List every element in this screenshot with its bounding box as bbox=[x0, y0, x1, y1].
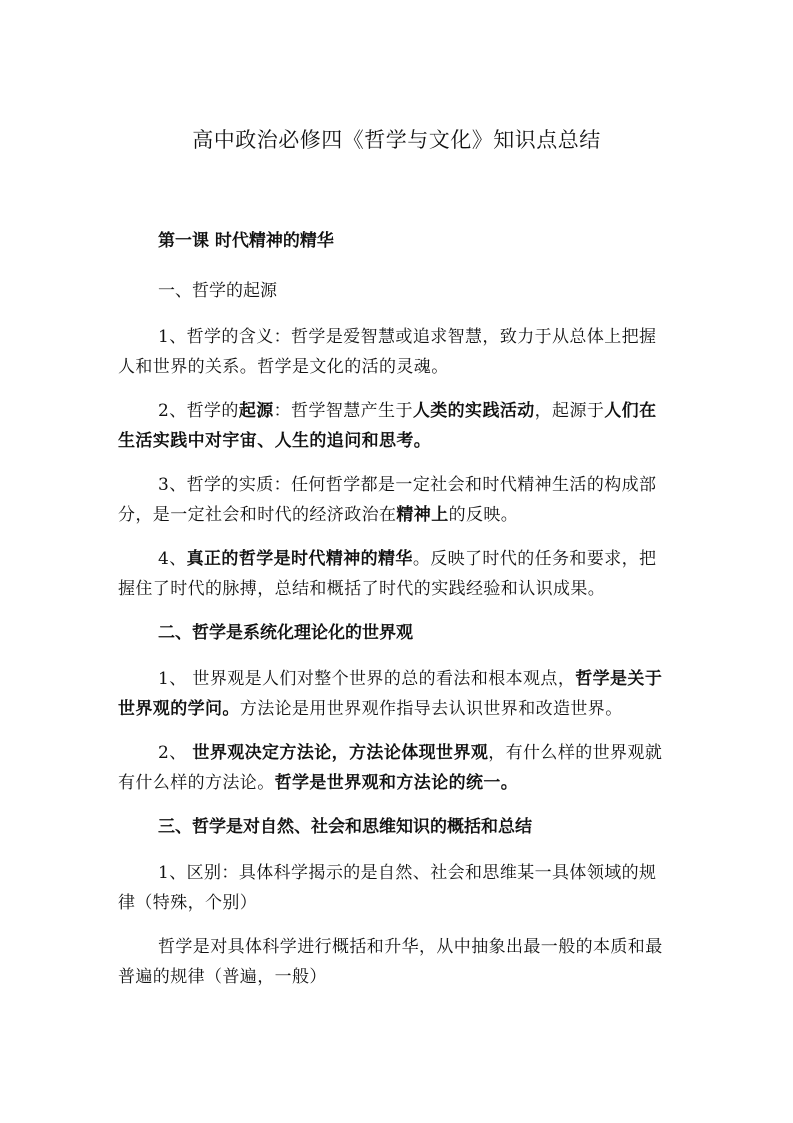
text-run: 。反映了时代的任务和要求，把握住了时代的脉搏，总结和概括了时代的实践经验和认识成果。 bbox=[118, 549, 657, 599]
paragraph-true-philosophy bbox=[118, 544, 673, 604]
paragraph-definition: 1、哲学的含义：哲学是爱智慧或追求智慧，致力于从总体上把握人和世界的关系。哲学是文化的活的灵魂。 bbox=[118, 327, 657, 377]
bold-run: 世界观决定方法论，方法论体现世界观 bbox=[192, 743, 489, 763]
paragraph-origin bbox=[118, 396, 673, 456]
text-run: ：哲学智慧产生于 bbox=[273, 401, 413, 421]
text-run: ，起源于 bbox=[534, 401, 605, 421]
section-heading-summary: 三、哲学是对自然、社会和思维知识的概括和总结 bbox=[158, 817, 532, 837]
paragraph-difference: 1、区别：具体科学揭示的是自然、社会和思维某一具体领域的规律（特殊，个别） bbox=[118, 863, 657, 913]
document-title: 高中政治必修四《哲学与文化》知识点总结 bbox=[192, 128, 601, 152]
paragraph-methodology bbox=[118, 738, 673, 798]
text-run: 2、 bbox=[158, 743, 193, 763]
text-run: 4、 bbox=[158, 549, 187, 569]
bold-run: 人类的实践活动 bbox=[412, 401, 535, 421]
bold-run: 精神上 bbox=[396, 505, 449, 525]
bold-run: 人们在生活实践中对宇宙、人生的追问和思考。 bbox=[118, 401, 657, 451]
text-run: 的反映。 bbox=[448, 505, 519, 525]
document-body bbox=[118, 226, 673, 1006]
section-heading-worldview: 二、哲学是系统化理论化的世界观 bbox=[158, 623, 413, 643]
bold-run: 哲学是世界观和方法论的统一。 bbox=[274, 773, 519, 793]
text-run: ，有什么样的世界观就有什么样的方法论。 bbox=[118, 743, 663, 793]
bold-run: 哲学是关于世界观的学问。 bbox=[118, 669, 663, 719]
paragraph-worldview bbox=[118, 664, 673, 724]
text-run: 方法论是用世界观作指导去认识世界和改造世界。 bbox=[239, 699, 623, 719]
text-run: 1、 世界观是人们对整个世界的总的看法和根本观点， bbox=[158, 669, 576, 689]
text-run: 2、哲学的 bbox=[158, 401, 239, 421]
section-heading-origin: 一、哲学的起源 bbox=[158, 281, 277, 301]
paragraph-generalization: 哲学是对具体科学进行概括和升华，从中抽象出最一般的本质和最普遍的规律（普遍，一般） bbox=[118, 937, 663, 987]
text-run: 3、哲学的实质：任何哲学都是一定社会和时代精神生活的构成部分，是一定社会和时代的经济政治在 bbox=[118, 475, 657, 525]
paragraph-essence bbox=[118, 470, 673, 530]
bold-run: 起源 bbox=[238, 401, 274, 421]
lesson-heading: 第一课 时代精神的精华 bbox=[158, 231, 334, 251]
bold-run: 真正的哲学是时代精神的精华 bbox=[186, 549, 413, 569]
